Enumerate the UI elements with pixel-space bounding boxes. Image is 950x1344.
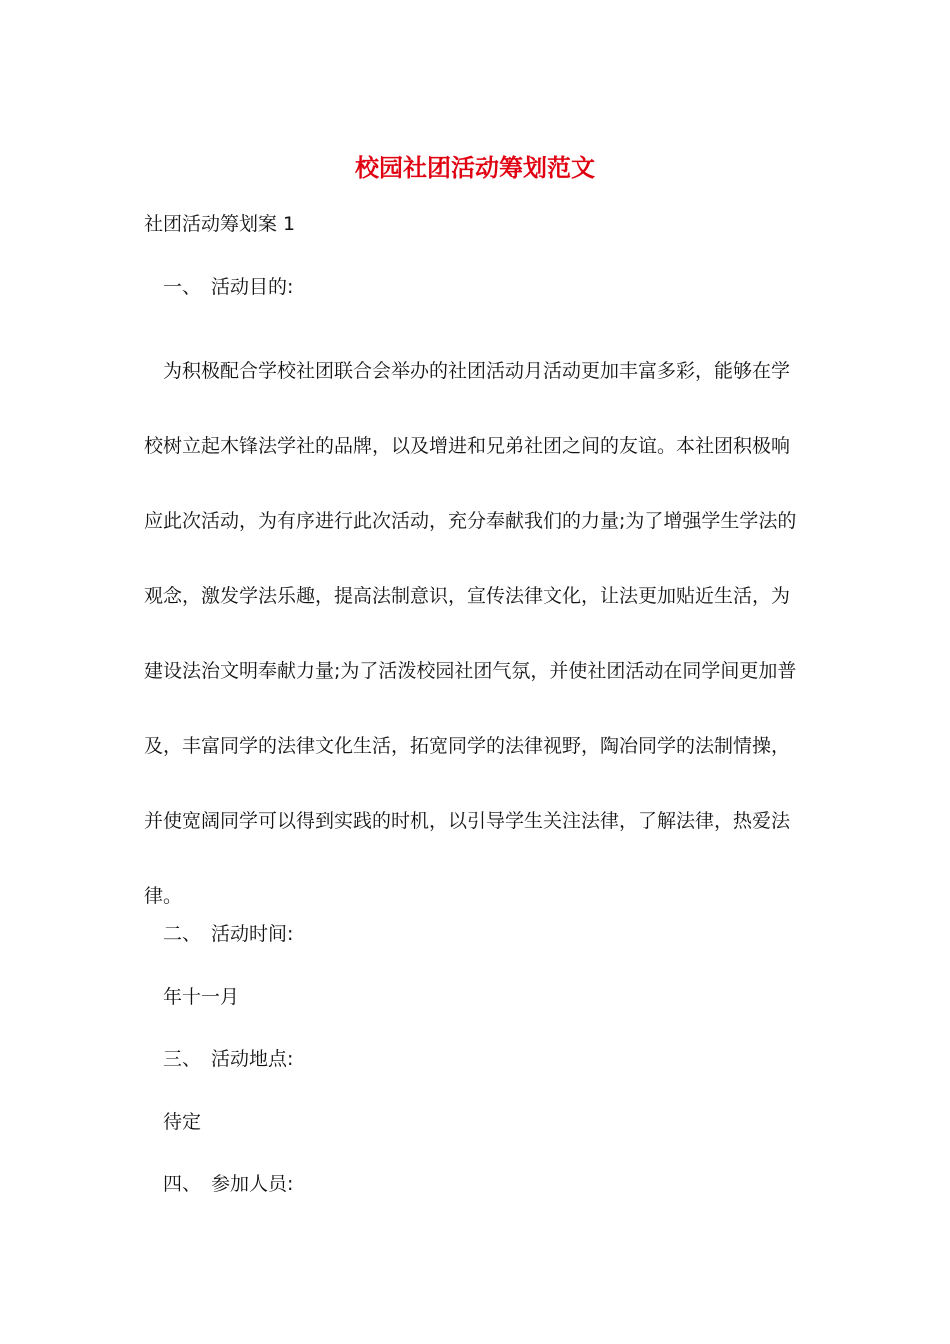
section-number: 三、 [163, 1048, 202, 1070]
purpose-paragraph [144, 334, 812, 934]
section-number: 二、 [163, 923, 202, 945]
location-value: 待定 [163, 1111, 202, 1133]
paragraph-line: 建设法治文明奉献力量;为了活泼校园社团气氛，并使社团活动在同学间更加普 [144, 660, 797, 682]
paragraph-line: 为积极配合学校社团联合会举办的社团活动月活动更加丰富多彩，能够在学 [163, 360, 791, 382]
section-number: 四、 [163, 1173, 202, 1195]
section-number: 一、 [163, 276, 202, 298]
document-subtitle: 社团活动筹划案 1 [144, 213, 296, 235]
document-title: 校园社团活动筹划范文 [355, 153, 595, 182]
section-title: 活动时间: [211, 923, 294, 945]
section-heading-location [163, 1044, 293, 1074]
paragraph-line: 校树立起木锋法学社的品牌，以及增进和兄弟社团之间的友谊。本社团积极响 [144, 435, 791, 457]
section-title: 活动地点: [211, 1048, 294, 1070]
paragraph-line: 应此次活动，为有序进行此次活动，充分奉献我们的力量;为了增强学生学法的 [144, 510, 797, 532]
paragraph-line: 并使宽阔同学可以得到实践的时机，以引导学生关注法律，了解法律，热爱法 [144, 810, 791, 832]
section-heading-participants [163, 1169, 293, 1199]
paragraph-line: 及，丰富同学的法律文化生活，拓宽同学的法律视野，陶冶同学的法制情操， [144, 735, 791, 757]
section-title: 活动目的: [211, 276, 294, 298]
time-value: 年十一月 [163, 986, 240, 1008]
paragraph-line: 律。 [144, 885, 183, 907]
section-heading-purpose [163, 272, 293, 302]
paragraph-line: 观念，激发学法乐趣，提高法制意识，宣传法律文化，让法更加贴近生活，为 [144, 585, 791, 607]
section-title: 参加人员: [211, 1173, 294, 1195]
section-heading-time [163, 919, 293, 949]
